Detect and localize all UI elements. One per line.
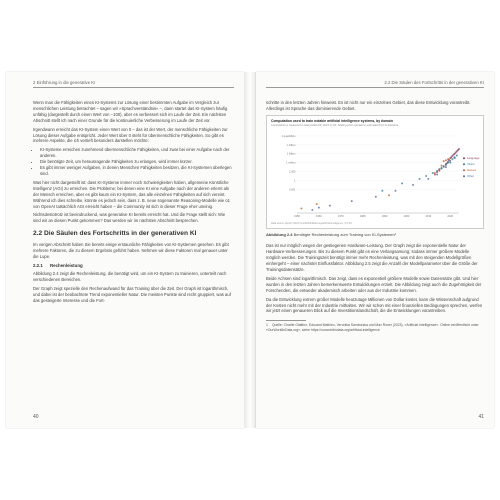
data-point — [443, 160, 445, 162]
data-point — [351, 200, 353, 202]
x-tick-label: 1980 — [359, 214, 366, 218]
data-point — [454, 157, 456, 159]
body-paragraph: Der Graph zeigt spezielle den Rechenaufwand für das Training über die Zeit. Der Graph ist logarithmisch, und dabei ist der beobachtete Trend exponentieller Natur. Die meisten Punkte sind recht gruppiert, was auf das gesteigerte Interesse und die Fort- — [33, 285, 231, 303]
data-point — [436, 170, 438, 172]
legend-swatch — [463, 163, 465, 165]
section-header: 2.2 Die Säulen des Fortschritts in der generativen KI — [384, 80, 484, 85]
section-heading: 2.2 Die Säulen des Fortschritts in der generativen KI — [33, 230, 197, 238]
data-point — [445, 163, 447, 165]
y-tick-label: 1 billion — [286, 152, 296, 156]
body-paragraph: Das ist nur möglich wegen der gestiegenen Hardware-Leistung. Der Graph zeigt die exponentielle Natur der Hardware-Verbesserungen. Bis zu diesem Punkt gibt es eine Verlangsamung; sodass immer größere Modelle möglich werden. Die Trainingszeit benötigt immer mehr Rechenleistung, was mit den steigenden Modellgrößen einhergeht – einer nächster Einflussfaktor. Abbildung 2.5 zeigt die Anzahl der Modellparameter über die Größe der Trainingsdatensätze. — [266, 243, 478, 273]
data-point — [456, 154, 458, 156]
y-tick-label: 0.001 — [289, 188, 296, 192]
subsection-title: Rechenleistung — [50, 262, 83, 268]
bullet-item: • Es gibt immer weniger Aufgaben, in denen Menschen Fähigkeiten besitzen, die KI-Systemen überlegen sind. — [40, 165, 234, 177]
body-paragraph: Was hier nicht dargestellt ist: dass KI-Systeme immer noch Schwierigkeiten haben, allgemeine Künstliche Intelligenz (AGI) zu erreichen. Die Probleme; bei denen eine KI eine Aufgabe nach der anderen erlernt als der Mensch erreichen, aber es gibt kaum ein KI-System, das alle einzelnen Fähigkeiten auf sich vereint. Während ich dies schreibe, könnte es jedoch sein, dass z. B. neue sogenannte Reasoning-Modelle wie o1 von OpenAI tatsächlich AGI erreicht haben – die Community ist sich in dieser Frage eher uneinig. — [33, 179, 230, 209]
page-number: 40 — [33, 414, 39, 420]
data-point — [436, 173, 438, 175]
legend-swatch — [463, 169, 465, 171]
body-paragraph: Irgendwann erreicht das KI-System einen Wert von 0 – das ist der Wert, der menschliche Fähigkeiten zur Lösung dieser Aufgabe entspricht. Jeder Wert über 0 steht für übermenschliche Fähigkeiten. So gibt es mehrere Aspekte, die ich vertieft besonders darstellen möchte: — [33, 126, 228, 144]
data-point — [425, 175, 427, 177]
legend-swatch — [463, 175, 465, 177]
x-tick-label: 1970 — [337, 214, 344, 218]
data-point — [375, 196, 377, 198]
data-point — [449, 161, 451, 163]
data-point — [438, 169, 440, 171]
data-point — [451, 158, 453, 160]
body-paragraph: Da die Entwicklung extrem großer Modelle heutzutage Millionen von Dollar kostet, kann die Wissenschaft aufgrund der Kosten nicht mehr mit der Industrie mithalten. Wir wir schon mit einer finanziellen Bedingungen sprechen, werfen wir jetzt einen genaueren Blick auf die Investitionslandschaft, die die Entwicklungen vorantreiben. — [266, 296, 483, 314]
y-tick-label: 1 quadrillion — [281, 134, 296, 138]
running-header — [33, 80, 234, 88]
chapter-header: 2 Einführung in die generative KI — [33, 80, 96, 85]
data-point — [434, 172, 436, 174]
chart-source: Data source: Epoch (2024) OurWorldInData.org/artificial-intelligence | CC BY — [271, 221, 353, 225]
data-point — [432, 172, 434, 174]
legend-label: Vision — [467, 161, 475, 166]
running-header — [266, 80, 484, 88]
data-point — [440, 167, 442, 169]
caption-label: Abbildung 2.4 — [266, 231, 293, 237]
x-tick-label: 2010 — [425, 214, 432, 218]
x-tick-label: 1960 — [316, 214, 322, 218]
y-tick-label: 1 million — [285, 161, 296, 165]
data-point — [311, 209, 313, 211]
data-point — [401, 182, 403, 184]
body-paragraph: Abbildung 2.4 zeigt die Rechenleistung, die benötigt wird, um ein KI-System zu trainieren, unterteilt nach verschiedenen Bereichen. — [33, 270, 227, 282]
data-point — [395, 190, 397, 192]
chart-subtitle: Computation is measured in total petaFLOP, which is 10¹⁵ floating-point operations, estimated from AI literature. — [271, 123, 399, 127]
bullet-item: • Die benötigte Zeit, um herausragende Fähigkeiten zu erlangen, wird immer kürzer. — [40, 159, 234, 165]
data-point — [440, 164, 442, 166]
x-tick-label: 2000 — [403, 214, 410, 218]
y-tick-label: 1 trillion — [286, 143, 296, 147]
body-paragraph: Beide Achsen sind logarithmisch. Das zeigt, dass es exponentiell größere Modelle sowie Datensätze gibt. Und hier wurden in den letzten Jahren bemerkenswerte Entwicklungen erzielt. Die Abbildung zeigt auch die Zugehörigkeit der Forschenden, die entweder akademisch arbeiten oder aus der Industrie kommen. — [266, 275, 482, 293]
caption-text: Benötigte Rechenleistung zum Training von KI-Systemen¹ — [293, 231, 397, 237]
data-point — [443, 165, 445, 167]
y-tick-label: 1,000 — [289, 170, 296, 174]
chart-title: Computation used to train notable artificial intelligence systems, by domain — [271, 118, 394, 123]
y-tick-label: 1 — [294, 179, 296, 183]
footnote — [266, 323, 484, 333]
data-point — [300, 207, 302, 209]
bullet-item: • KI-Systeme erreichen zunehmend übermenschliche Fähigkeiten, und zwar bei einer Aufgabe nach der anderen. — [40, 147, 234, 159]
bullet-list — [33, 147, 234, 177]
left-page — [6, 72, 244, 428]
legend-label: Other — [467, 173, 474, 178]
footnote-text: Quelle: Charlie Giattino, Edouard Mathieu, Veronika Samborska und Max Roser (2023), »Artificial Intelligence«. Online veröffentlicht unter »OurWorldInData.org«, siehe https://ourworldindata.org/artificial-intelligence — [266, 323, 479, 333]
subsection-number: 2.2.1 — [33, 262, 43, 268]
data-point — [447, 161, 449, 163]
right-page — [256, 72, 494, 428]
data-point — [388, 194, 390, 196]
book-gutter — [244, 72, 256, 428]
scatter-chart — [271, 129, 487, 221]
figure-caption — [266, 232, 484, 238]
subsection-heading — [33, 263, 234, 268]
footnote-rule — [266, 320, 306, 321]
data-point — [445, 159, 447, 161]
data-point — [316, 203, 318, 205]
x-tick-label: 2020 — [447, 214, 454, 218]
body-paragraph: schritte in den letzten Jahren hinweist. Es ist nicht nur ein einzelnes Gebiet, das diese Entwicklung vorantreibt. Allerdings ist Sprache das dominierende Gebiet. — [266, 100, 471, 111]
x-tick-label: 1950 — [294, 214, 300, 218]
page-number: 41 — [478, 414, 484, 420]
data-point — [419, 178, 421, 180]
body-paragraph: Nichtsdestotrotz ist beeindruckend, was generative KI bereits erreicht hat. Und die Frage stellt sich: Wie sind wir an diesen Punkt gekommen? Das werden wir im nächsten Abschnitt besprechen. — [33, 212, 226, 224]
data-point — [449, 160, 451, 162]
data-point — [427, 178, 429, 180]
data-point — [381, 190, 383, 192]
legend-label: Language — [467, 155, 480, 160]
legend-label: Games — [467, 167, 477, 172]
data-point — [329, 204, 331, 206]
body-paragraph: Im vorigen Abschnitt haben Sie bereits einige erstaunliche Fähigkeiten von KI-Systemen gesehen. Es gibt mehrere Faktoren, die zu diesem Ergebnis geführt haben. Nehmen wir diese Faktoren mal genauer unter die Lupe. — [33, 242, 229, 260]
legend-swatch — [463, 157, 465, 159]
x-tick-label: 1990 — [381, 214, 388, 218]
data-point — [458, 148, 460, 150]
data-point — [412, 184, 414, 186]
data-point — [318, 206, 320, 208]
body-paragraph: Wenn man die Fähigkeiten eines KI-Systems zur Lösung einer bestimmten Aufgabe im Vergleich zur menschlichen Leistung betrachtet – sagen wir »Sprachverständnis« –, dann startet das KI-System häufig unfähig (dargestellt durch einen Wert von −100), aber es verbessert sich im Laufe der Zeit. Ein nächsten Abschnitt stellt ich nach einer Grunde für die kontinuierliche Verbesserung im Laufe der Zeit vor. — [33, 100, 228, 123]
footnote-number: 1 — [266, 323, 268, 328]
data-point — [447, 158, 449, 160]
figure-chart — [266, 115, 484, 229]
data-point — [445, 166, 447, 168]
